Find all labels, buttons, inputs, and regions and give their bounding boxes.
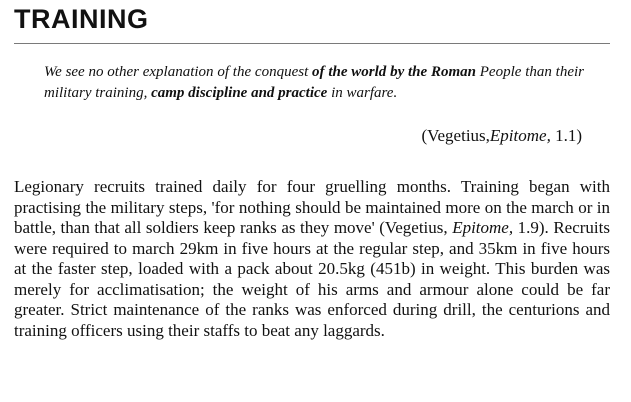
epigraph-text-2: of the world by the Roman — [312, 64, 476, 80]
citation-open: (Vegetius, — [421, 126, 490, 145]
epigraph-text-3: People than their military training, — [44, 64, 584, 101]
body-text-1: Legionary recruits trained daily for four gruelling months. Training began with practising the military steps, 'for nothing should be maintained more on the march or in battle, than that all soldiers keep ranks as they move' (Vegetius, — [14, 177, 610, 237]
heading-divider — [14, 43, 610, 44]
epigraph-quote — [44, 62, 584, 103]
epigraph-text-4: camp discipline and practice — [151, 84, 328, 101]
citation-work: Epitome, — [489, 126, 551, 145]
epigraph-text-1: We see no other explanation of the conquest — [44, 64, 313, 80]
body-work-title: Epitome, — [452, 218, 514, 237]
section-heading: TRAINING — [14, 4, 149, 34]
citation-ref: 1.1) — [550, 126, 582, 145]
epigraph-citation — [421, 125, 582, 147]
body-text-2: 1.9). Recruits were required to march 29km in five hours at the regular step, and 35km in five hours at the faster step, loaded with a pack about 20.5kg (451b) in weight. This burden was merely for acclimatisation; the weight of his arms and armour alone could be far greater. Strict maintenance of the ranks was enforced during drill, the centurions and training officers using their staffs to beat any laggards. — [14, 218, 610, 340]
body-paragraph — [14, 177, 610, 341]
epigraph-text-5: in warfare. — [327, 84, 398, 101]
